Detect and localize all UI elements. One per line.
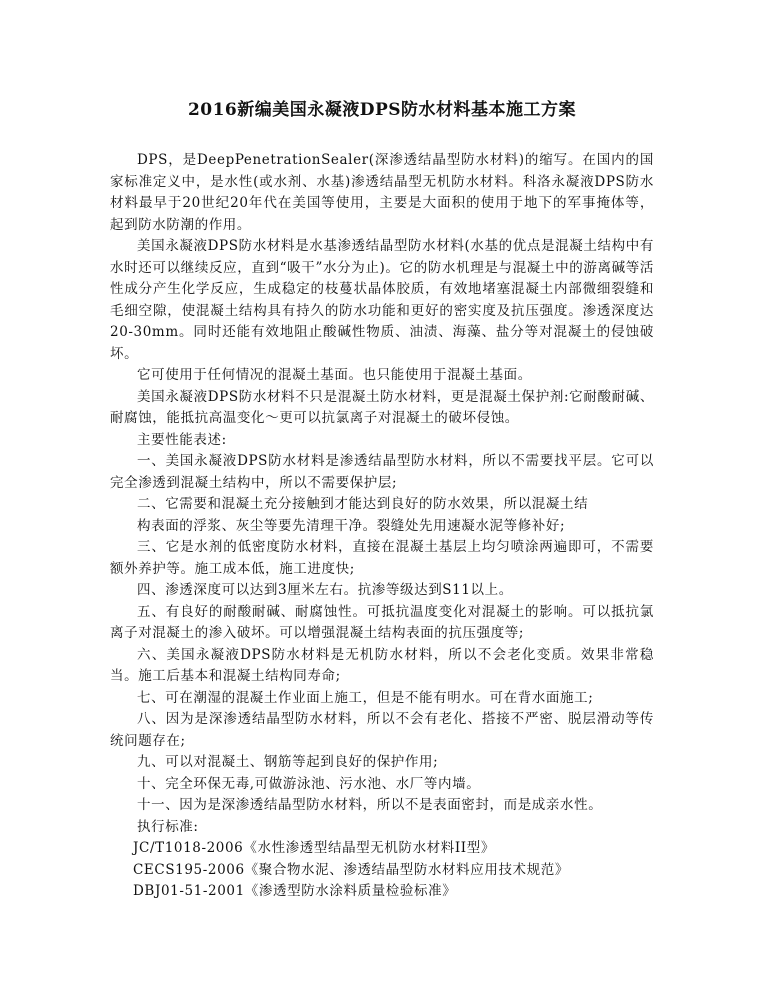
paragraph-point-10: 十、完全环保无毒,可做游泳池、污水池、水厂等内墙。 [137, 775, 481, 792]
standard-item: DBJ01-51-2001《渗透型防水涂料质量检验标准》 [133, 883, 457, 899]
paragraph-point-9: 九、可以对混凝土、钢筋等起到良好的保护作用; [137, 754, 439, 770]
paragraph-point-4: 四、渗透深度可以达到3厘米左右。抗渗等级达到S11以上。 [137, 582, 513, 598]
paragraph-standards-heading: 执行标准: [137, 818, 199, 835]
paragraph-performance-heading: 主要性能表述: [137, 431, 227, 448]
paragraph-point-6: 六、美国永凝液DPS防水材料是无机防水材料，所以不会老化变质。效果非常稳当。施工后基本和混凝土结构同寿命; [110, 646, 654, 684]
paragraph-point-2: 二、它需要和混凝土充分接触到才能达到良好的防水效果，所以混凝土结 [137, 496, 589, 512]
document-title: 2016新编美国永凝液DPS防水材料基本施工方案 [187, 100, 577, 120]
paragraph-mechanism: 美国永凝液DPS防水材料是水基渗透结晶型防水材料(水基的优点是混凝土结构中有水时还可以继续反应，直到“吸干”水分为止)。它的防水机理是与混凝土中的游离碱等活性成分产生化学反应，生成稳定的枝蔓状晶体胶质，有效地堵塞混凝土内部微细裂缝和毛细空隙，使混凝土结构具有持久的防水功能和更好的密实度及抗压强度。渗透深度达20-30mm。同时还能有效地阻止酸碱性物质、油渍、海藻、盐分等对混凝土的侵蚀破坏。 [110, 238, 654, 362]
paragraph-point-5: 五、有良好的耐酸耐碱、耐腐蚀性。可抵抗温度变化对混凝土的影响。可以抵抗氯离子对混凝土的渗入破坏。可以增强混凝土结构表面的抗压强度等; [110, 603, 654, 641]
paragraph-point-11: 十一、因为是深渗透结晶型防水材料，所以不是表面密封，而是成亲水性。 [137, 797, 603, 813]
paragraph-usage: 它可使用于任何情况的混凝土基面。也只能使用于混凝土基面。 [137, 367, 532, 383]
document-body [110, 150, 654, 903]
paragraph-point-1: 一、美国永凝液DPS防水材料是渗透结晶型防水材料，所以不需要找平层。它可以完全渗透到混凝土结构中，所以不需要保护层; [110, 453, 654, 491]
paragraph-point-2-continued: 构表面的浮浆、灰尘等要先清理干净。裂缝处先用速凝水泥等修补好; [137, 517, 566, 534]
paragraph-point-7: 七、可在潮湿的混凝土作业面上施工，但是不能有明水。可在背水面施工; [137, 689, 594, 706]
standard-item: CECS195-2006《聚合物水泥、渗透结晶型防水材料应用技术规范》 [133, 861, 569, 878]
paragraph-protection: 美国永凝液DPS防水材料不只是混凝土防水材料，更是混凝土保护剂:它耐酸耐碱、耐腐蚀，能抵抗高温变化～更可以抗氯离子对混凝土的破坏侵蚀。 [110, 388, 654, 426]
paragraph-point-3: 三、它是水剂的低密度防水材料，直接在混凝土基层上均匀喷涂两遍即可，不需要额外养护等。施工成本低，施工进度快; [110, 539, 654, 577]
paragraph-point-8: 八、因为是深渗透结晶型防水材料，所以不会有老化、搭接不严密、脱层滑动等传统问题存在; [110, 711, 654, 749]
standard-item: JC/T1018-2006《水性渗透型结晶型无机防水材料II型》 [133, 840, 495, 856]
paragraph-intro: DPS，是DeepPenetrationSealer(深渗透结晶型防水材料)的缩写。在国内的国家标准定义中，是水性(或水剂、水基)渗透结晶型无机防水材料。科洛永凝液DPS防水材料最早于20世纪20年代在美国等使用，主要是大面积的使用于地下的军事掩体等，起到防水防潮的作用。 [110, 152, 654, 233]
document-page [110, 96, 654, 903]
